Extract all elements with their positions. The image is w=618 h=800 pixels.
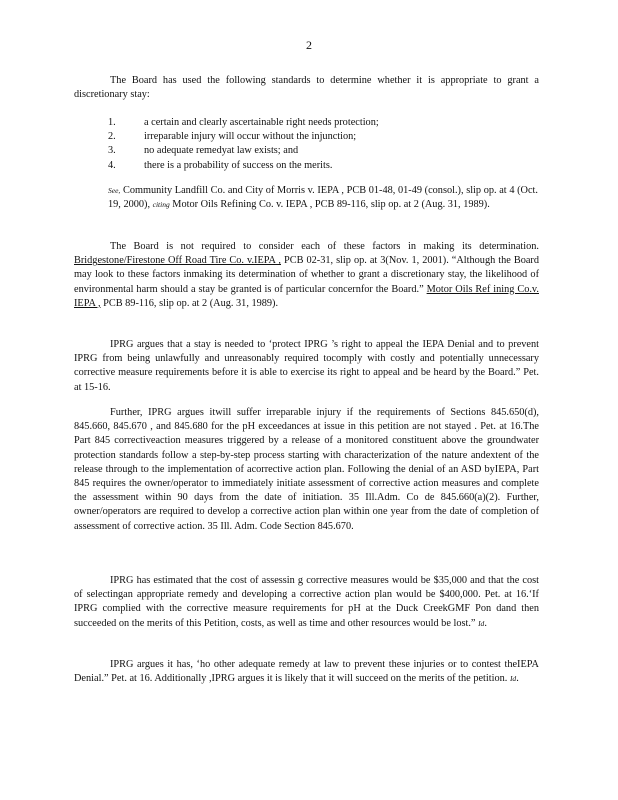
list-item	[108, 116, 528, 130]
text: .	[516, 673, 519, 685]
list-item-text: irreparable injury will occur without the injunction;	[144, 131, 357, 143]
paragraph-standards-intro: The Board has used the following standards to determine whether it is appropriate to grant a discretionary stay:	[74, 75, 539, 101]
list-item-number: 4.	[108, 159, 116, 171]
text: IPRG argues it has, ‘ho other adequate remedy at law to prevent these injuries or to contest theIEPA Denial.” Pet. at 16. Additionally ,IPRG argues it is likely that it will succeed on the merits of the petition.	[74, 659, 539, 685]
page-number: 2	[306, 38, 312, 52]
paragraph-no-adequate-remedy	[74, 658, 539, 686]
text: PCB 89-116, slip op. at 2 (Aug. 31, 1989).	[103, 297, 279, 309]
text: PCB 02-31, slip op. at 3(Nov. 1, 2001). “Although the Board may look to these factors inmaking its determination of whether to grant a discretionary stay, the likelihood of environmental harm should a stay be granted is of particular concernfor the Board.”	[74, 255, 540, 295]
text: The Board is not required to consider each of these factors in making its determination.	[110, 241, 539, 252]
paragraph-iprg-stay-argument: IPRG argues that a stay is needed to ‘protect IPRG ’s right to appeal the IEPA Denial and to prevent IPRG from being unlawfully and unreasonably required tocomply with costly and potentially unnecessary corrective measure requirements before it is able to exercise its right to appeal and be heard by the Board.” Pet. at 15-16.	[74, 339, 539, 393]
citation-block	[108, 184, 538, 212]
id-citation: Id	[478, 618, 485, 628]
list-item	[108, 159, 528, 173]
list-item-text: a certain and clearly ascertainable right needs protection;	[144, 117, 379, 128]
paragraph-cost-estimate	[74, 574, 539, 631]
case-name-bridgestone: Bridgestone/Firestone Off Road Tire Co. v.IEPA ,	[74, 255, 281, 267]
list-item-number: 2.	[108, 131, 116, 143]
list-item	[108, 130, 528, 144]
text: IPRG has estimated that the cost of assessin g corrective measures would be $35,000 and that the cost of selectingan appropriate remedy and developing a corrective action plan would be $400,000. Pet. at 16.‘If IPRG complied with the corrective measure requirements for pH at the Duck CreekGMF Pon dand then succeeded on the merits of this Petition, costs, as well as time and other resources would be lost.”	[74, 575, 539, 629]
citation-community-landfill: Community Landfill Co. and City of Morris v. IEPA , PCB 01-48, 01-49 (consol.), slip op. at 4 (Oct. 19, 2000),	[108, 185, 538, 211]
citation-motor-oils: Motor Oils Refining Co. v. IEPA , PCB 89-116, slip op. at 2 (Aug. 31, 1989).	[172, 199, 490, 211]
standards-list	[108, 116, 528, 173]
list-item-number: 3.	[108, 145, 116, 157]
list-item	[108, 144, 528, 158]
paragraph-irreparable-injury: Further, IPRG argues itwill suffer irreparable injury if the requirements of Sections 845.650(d), 845.660, 845.670 , and 845.680 for the pH exceedances at issue in this petition are not stayed . Pet. at 16.The Part 845 correctiveaction measures triggered by a release of a monitored constituent above the groundwater protection standards follow a step-by-step process starting with characterization of the nature andextent of the release through to the implementation of acorrective action plan. Following the denial of an ASD byIEPA, Part 845 requires the owner/operator to immediately initiate assessment of corrective action measures and complete the assessment within 90 days from the date of initiation. 35 Ill.Adm. Co de 845.660(a)(2). Further, owner/operators are required to develop a corrective action plan within one year from the date of completion of assessment of corrective action. 35 Ill. Adm. Code Section 845.670.	[74, 407, 539, 532]
signal-see: See,	[108, 186, 121, 195]
case-name-motor-oils: Motor Oils Ref ining Co.v. IEPA ,	[74, 283, 539, 309]
list-item-number: 1.	[108, 117, 116, 128]
paragraph-board-factors	[74, 240, 539, 311]
signal-citing: citing	[152, 200, 170, 210]
list-item-text: no adequate remedyat law exists; and	[144, 145, 299, 157]
text: .	[484, 617, 487, 629]
id-citation: Id	[509, 674, 517, 684]
list-item-text: there is a probability of success on the merits.	[144, 159, 333, 171]
